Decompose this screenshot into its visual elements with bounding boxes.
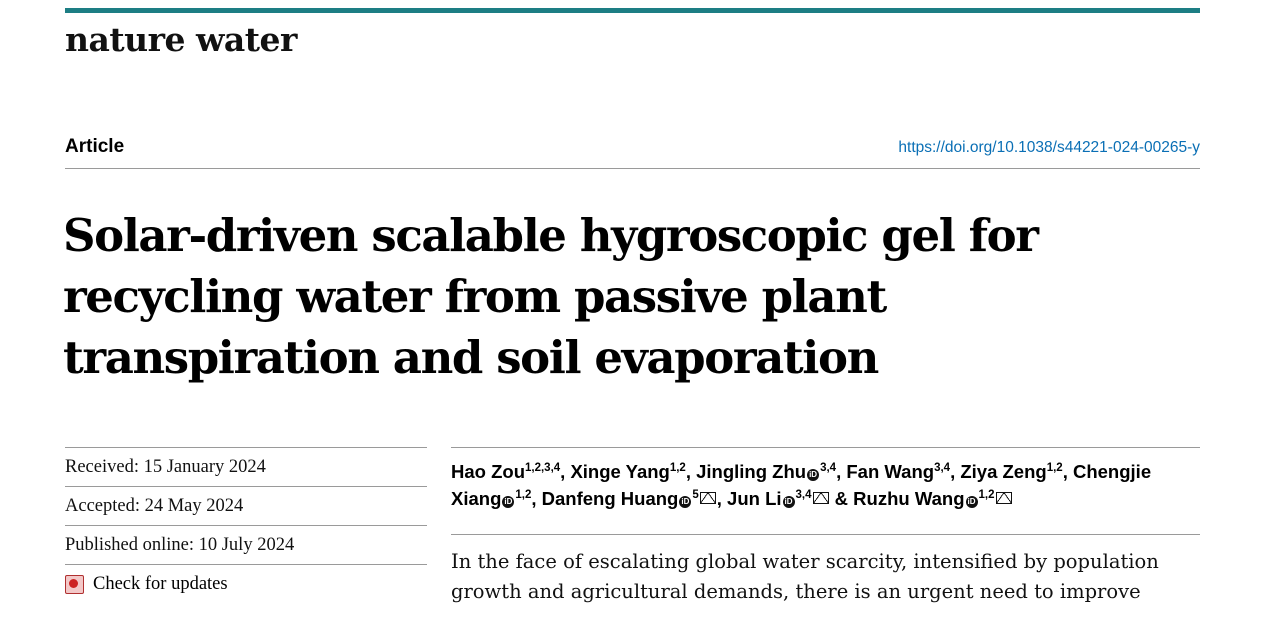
author-affiliation-sup: 1,2	[669, 461, 686, 474]
author-name[interactable]: Fan Wang	[846, 461, 935, 482]
author-affiliation-sup: 1,2,3,4	[525, 461, 561, 474]
orcid-icon[interactable]: iD	[967, 496, 976, 506]
author-affiliation-sup: 1,2	[1046, 461, 1063, 474]
orcid-icon[interactable]: iD	[784, 496, 793, 506]
author-name[interactable]: Danfeng Huang	[541, 487, 679, 509]
doi-link[interactable]: https://doi.org/10.1038/s44221-024-00265-y	[898, 139, 1200, 156]
page-title: Solar-driven scalable hygroscopic gel for recycling water from passive plant transpiration and soil evaporation	[63, 209, 1038, 384]
article-type-label: Article	[65, 136, 125, 157]
email-icon[interactable]	[813, 492, 829, 504]
authors-and-abstract-column	[451, 447, 1200, 607]
author-affiliation-sup: 5	[692, 488, 699, 501]
author-name[interactable]: Jingling Zhu	[696, 461, 807, 482]
check-for-updates-icon	[65, 575, 84, 594]
author-list: Hao Zou$^{1,2,3,4}$, Xinge Yang$^{1,2}$, Jingling Zhu iD$^{3,4}$, Fan Wang$^{3,4}$, Ziya Zeng$^{1,2}$, Chengjie Xiang iD$^{1,2}$, Danfeng Huang $iD^5$ , Jun Li iD$^{3,4}$ & Ruzhu Wang iD$^{1,2}$	[451, 447, 1200, 513]
published-date: Published online: 10 July 2024	[65, 525, 427, 564]
orcid-icon[interactable]: iD	[504, 496, 513, 506]
check-for-updates-label: Check for updates	[93, 574, 228, 594]
article-header-row	[65, 136, 1200, 166]
abstract-text: In the face of escalating global water scarcity, intensified by population growth and agricultural demands, there is an urgent need to improve	[451, 534, 1200, 608]
author-name[interactable]: Jun Li	[727, 487, 782, 509]
email-icon[interactable]	[700, 492, 716, 504]
author-name[interactable]: Xinge Yang	[570, 461, 670, 482]
author-affiliation-sup: 1,2	[978, 488, 995, 501]
header-divider	[65, 168, 1200, 169]
author-affiliation-sup: 1,2	[515, 488, 532, 501]
orcid-icon[interactable]: iD	[809, 470, 818, 479]
accepted-date: Accepted: 24 May 2024	[65, 486, 427, 525]
check-for-updates-button[interactable]	[65, 564, 427, 603]
email-icon[interactable]	[996, 492, 1012, 504]
journal-accent-bar	[65, 8, 1200, 13]
author-name[interactable]: Ruzhu Wang	[853, 487, 965, 509]
journal-logo: nature water	[65, 20, 297, 59]
author-name[interactable]: Ziya Zeng	[960, 461, 1047, 482]
author-name[interactable]: Hao Zou	[451, 461, 525, 482]
author-affiliation-sup: 3,4	[934, 461, 951, 474]
received-date: Received: 15 January 2024	[65, 447, 427, 486]
publication-history-column	[65, 447, 427, 603]
author-affiliation-sup: 3,4	[795, 488, 812, 501]
author-name[interactable]: Chengjie Xiang	[451, 461, 1152, 509]
orcid-icon[interactable]: iD	[681, 496, 690, 506]
author-affiliation-sup: 3,4	[820, 461, 837, 474]
